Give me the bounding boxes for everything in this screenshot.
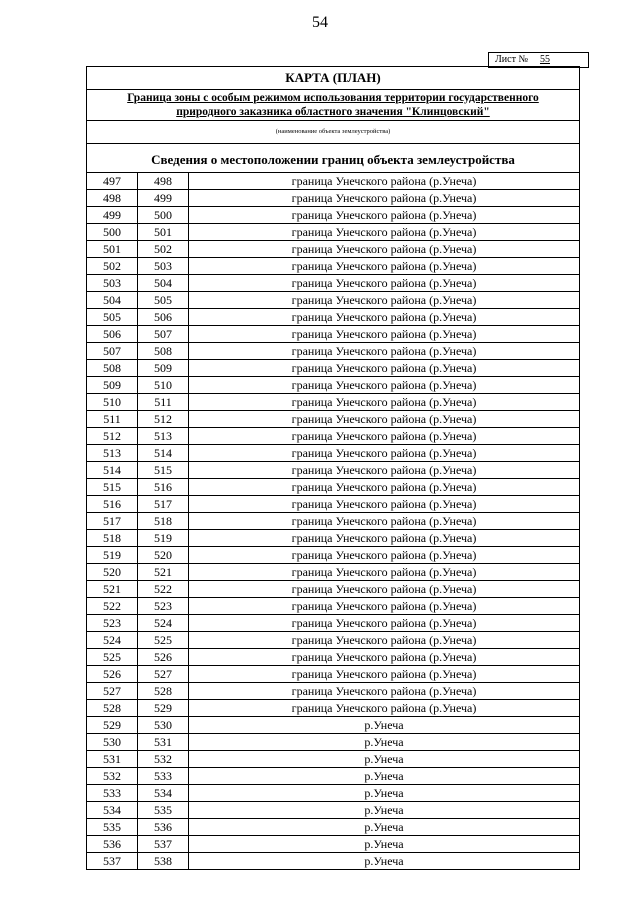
- boundary-description-cell: граница Унечского района (р.Унеча): [189, 292, 580, 309]
- boundary-description-cell: граница Унечского района (р.Унеча): [189, 428, 580, 445]
- table-row: [87, 462, 579, 479]
- point-to-cell: 537: [138, 836, 189, 853]
- point-from-cell: 524: [87, 632, 138, 649]
- point-to-cell: 501: [138, 224, 189, 241]
- table-row: [87, 326, 579, 343]
- point-to-cell: 518: [138, 513, 189, 530]
- point-from-cell: 526: [87, 666, 138, 683]
- point-to-cell: 534: [138, 785, 189, 802]
- page-number: 54: [312, 14, 328, 31]
- boundary-description-cell: р.Унеча: [189, 802, 580, 819]
- table-row: [87, 445, 579, 462]
- boundary-description-cell: граница Унечского района (р.Унеча): [189, 496, 580, 513]
- boundary-description-cell: граница Унечского района (р.Унеча): [189, 394, 580, 411]
- boundary-description-cell: р.Унеча: [189, 717, 580, 734]
- point-from-cell: 532: [87, 768, 138, 785]
- point-from-cell: 499: [87, 207, 138, 224]
- sheet-number: 55: [539, 54, 550, 65]
- point-to-cell: 524: [138, 615, 189, 632]
- point-from-cell: 522: [87, 598, 138, 615]
- boundary-description-cell: граница Унечского района (р.Унеча): [189, 343, 580, 360]
- map-title: КАРТА (ПЛАН): [87, 67, 579, 90]
- point-to-cell: 531: [138, 734, 189, 751]
- boundary-description-cell: р.Унеча: [189, 768, 580, 785]
- boundary-description-cell: граница Унечского района (р.Унеча): [189, 190, 580, 207]
- table-row: [87, 615, 579, 632]
- point-to-cell: 529: [138, 700, 189, 717]
- point-from-cell: 504: [87, 292, 138, 309]
- boundary-description-cell: граница Унечского района (р.Унеча): [189, 564, 580, 581]
- table-row: [87, 224, 579, 241]
- point-to-cell: 530: [138, 717, 189, 734]
- point-from-cell: 523: [87, 615, 138, 632]
- boundary-description-cell: граница Унечского района (р.Унеча): [189, 360, 580, 377]
- boundary-description-cell: граница Унечского района (р.Унеча): [189, 258, 580, 275]
- point-from-cell: 503: [87, 275, 138, 292]
- point-from-cell: 521: [87, 581, 138, 598]
- table-row: [87, 802, 579, 819]
- point-from-cell: 529: [87, 717, 138, 734]
- point-from-cell: 517: [87, 513, 138, 530]
- point-to-cell: 506: [138, 309, 189, 326]
- table-row: [87, 513, 579, 530]
- table-row: [87, 836, 579, 853]
- point-from-cell: 498: [87, 190, 138, 207]
- point-to-cell: 533: [138, 768, 189, 785]
- point-to-cell: 515: [138, 462, 189, 479]
- point-from-cell: 506: [87, 326, 138, 343]
- boundary-description-cell: граница Унечского района (р.Унеча): [189, 173, 580, 190]
- point-to-cell: 528: [138, 683, 189, 700]
- table-row: [87, 428, 579, 445]
- table-row: [87, 581, 579, 598]
- point-to-cell: 526: [138, 649, 189, 666]
- point-from-cell: 528: [87, 700, 138, 717]
- point-to-cell: 525: [138, 632, 189, 649]
- point-from-cell: 520: [87, 564, 138, 581]
- point-from-cell: 508: [87, 360, 138, 377]
- table-row: [87, 292, 579, 309]
- boundary-description-cell: граница Унечского района (р.Унеча): [189, 700, 580, 717]
- boundary-description-cell: граница Унечского района (р.Унеча): [189, 547, 580, 564]
- boundary-description-cell: граница Унечского района (р.Унеча): [189, 615, 580, 632]
- point-to-cell: 499: [138, 190, 189, 207]
- object-name-line-2: природного заказника областного значения "Клинцовский": [176, 106, 490, 118]
- boundary-description-cell: р.Унеча: [189, 819, 580, 836]
- table-row: [87, 496, 579, 513]
- table-row: [87, 394, 579, 411]
- table-row: [87, 343, 579, 360]
- point-from-cell: 535: [87, 819, 138, 836]
- table-row: [87, 241, 579, 258]
- point-to-cell: 510: [138, 377, 189, 394]
- point-to-cell: 521: [138, 564, 189, 581]
- object-name-line-1: Граница зоны с особым режимом использования территории государственного: [127, 92, 539, 104]
- table-row: [87, 632, 579, 649]
- table-row: [87, 666, 579, 683]
- point-to-cell: 527: [138, 666, 189, 683]
- boundary-description-cell: р.Унеча: [189, 751, 580, 768]
- boundary-description-cell: граница Унечского района (р.Унеча): [189, 530, 580, 547]
- table-row: [87, 564, 579, 581]
- point-to-cell: 512: [138, 411, 189, 428]
- point-from-cell: 511: [87, 411, 138, 428]
- object-name-caption: (наименование объекта землеустройства): [87, 121, 579, 144]
- boundary-description-cell: граница Унечского района (р.Унеча): [189, 666, 580, 683]
- point-from-cell: 513: [87, 445, 138, 462]
- point-to-cell: 498: [138, 173, 189, 190]
- boundary-description-cell: граница Унечского района (р.Унеча): [189, 632, 580, 649]
- table-row: [87, 649, 579, 666]
- boundary-description-cell: граница Унечского района (р.Унеча): [189, 462, 580, 479]
- point-from-cell: 512: [87, 428, 138, 445]
- boundary-description-cell: граница Унечского района (р.Унеча): [189, 224, 580, 241]
- point-from-cell: 537: [87, 853, 138, 870]
- point-from-cell: 516: [87, 496, 138, 513]
- boundary-description-cell: граница Унечского района (р.Унеча): [189, 683, 580, 700]
- point-from-cell: 531: [87, 751, 138, 768]
- table-row: [87, 411, 579, 428]
- point-to-cell: 505: [138, 292, 189, 309]
- boundary-description-cell: граница Унечского района (р.Унеча): [189, 275, 580, 292]
- point-from-cell: 510: [87, 394, 138, 411]
- table-row: [87, 479, 579, 496]
- point-from-cell: 509: [87, 377, 138, 394]
- boundary-description-cell: граница Унечского района (р.Унеча): [189, 581, 580, 598]
- point-to-cell: 519: [138, 530, 189, 547]
- boundary-description-cell: граница Унечского района (р.Унеча): [189, 513, 580, 530]
- point-from-cell: 502: [87, 258, 138, 275]
- point-from-cell: 525: [87, 649, 138, 666]
- table-row: [87, 190, 579, 207]
- table-row: [87, 377, 579, 394]
- boundary-description-cell: граница Унечского района (р.Унеча): [189, 445, 580, 462]
- boundary-table: [87, 173, 579, 869]
- table-row: [87, 360, 579, 377]
- point-from-cell: 533: [87, 785, 138, 802]
- point-to-cell: 538: [138, 853, 189, 870]
- point-to-cell: 514: [138, 445, 189, 462]
- point-to-cell: 504: [138, 275, 189, 292]
- boundary-description-cell: р.Унеча: [189, 785, 580, 802]
- point-to-cell: 536: [138, 819, 189, 836]
- boundary-description-cell: граница Унечского района (р.Унеча): [189, 598, 580, 615]
- point-to-cell: 500: [138, 207, 189, 224]
- point-to-cell: 522: [138, 581, 189, 598]
- point-from-cell: 507: [87, 343, 138, 360]
- table-row: [87, 258, 579, 275]
- point-from-cell: 500: [87, 224, 138, 241]
- table-row: [87, 683, 579, 700]
- boundary-description-cell: граница Унечского района (р.Унеча): [189, 411, 580, 428]
- point-to-cell: 511: [138, 394, 189, 411]
- boundary-description-cell: р.Унеча: [189, 734, 580, 751]
- boundary-description-cell: р.Унеча: [364, 853, 404, 868]
- table-row: [87, 734, 579, 751]
- point-to-cell: 517: [138, 496, 189, 513]
- table-row: [87, 768, 579, 785]
- section-heading: Сведения о местоположении границ объекта землеустройства: [87, 144, 579, 173]
- boundary-table-body: [87, 173, 579, 869]
- point-to-cell: 507: [138, 326, 189, 343]
- table-row: [87, 207, 579, 224]
- point-to-cell: 516: [138, 479, 189, 496]
- point-to-cell: 523: [138, 598, 189, 615]
- table-row: [87, 173, 579, 190]
- point-to-cell: 513: [138, 428, 189, 445]
- point-from-cell: 527: [87, 683, 138, 700]
- point-to-cell: 503: [138, 258, 189, 275]
- table-row: [87, 275, 579, 292]
- table-row: [87, 700, 579, 717]
- sheet-label: Лист №: [495, 54, 528, 65]
- table-row: [87, 309, 579, 326]
- point-from-cell: 497: [87, 173, 138, 190]
- table-row: [87, 717, 579, 734]
- boundary-description-cell: граница Унечского района (р.Унеча): [189, 479, 580, 496]
- point-to-cell: 532: [138, 751, 189, 768]
- point-from-cell: 534: [87, 802, 138, 819]
- boundary-description-cell: граница Унечского района (р.Унеча): [189, 377, 580, 394]
- table-row: [87, 547, 579, 564]
- boundary-description-cell: граница Унечского района (р.Унеча): [189, 649, 580, 666]
- boundary-description-cell: граница Унечского района (р.Унеча): [189, 207, 580, 224]
- point-from-cell: 514: [87, 462, 138, 479]
- point-to-cell: 508: [138, 343, 189, 360]
- point-to-cell: 502: [138, 241, 189, 258]
- document-frame: [86, 66, 580, 870]
- point-from-cell: 518: [87, 530, 138, 547]
- table-row: [87, 751, 579, 768]
- boundary-description-cell: граница Унечского района (р.Унеча): [189, 241, 580, 258]
- point-from-cell: 536: [87, 836, 138, 853]
- boundary-description-cell: граница Унечского района (р.Унеча): [189, 309, 580, 326]
- table-row: [87, 819, 579, 836]
- table-row: [87, 530, 579, 547]
- boundary-description-cell: граница Унечского района (р.Унеча): [189, 326, 580, 343]
- point-to-cell: 509: [138, 360, 189, 377]
- table-row: [87, 785, 579, 802]
- table-row: [87, 598, 579, 615]
- table-row: [87, 853, 579, 870]
- point-to-cell: 520: [138, 547, 189, 564]
- point-from-cell: 519: [87, 547, 138, 564]
- point-from-cell: 530: [87, 734, 138, 751]
- point-from-cell: 505: [87, 309, 138, 326]
- boundary-description-cell: р.Унеча: [189, 836, 580, 853]
- point-to-cell: 535: [138, 802, 189, 819]
- point-from-cell: 501: [87, 241, 138, 258]
- object-name: [87, 90, 579, 121]
- point-from-cell: 515: [87, 479, 138, 496]
